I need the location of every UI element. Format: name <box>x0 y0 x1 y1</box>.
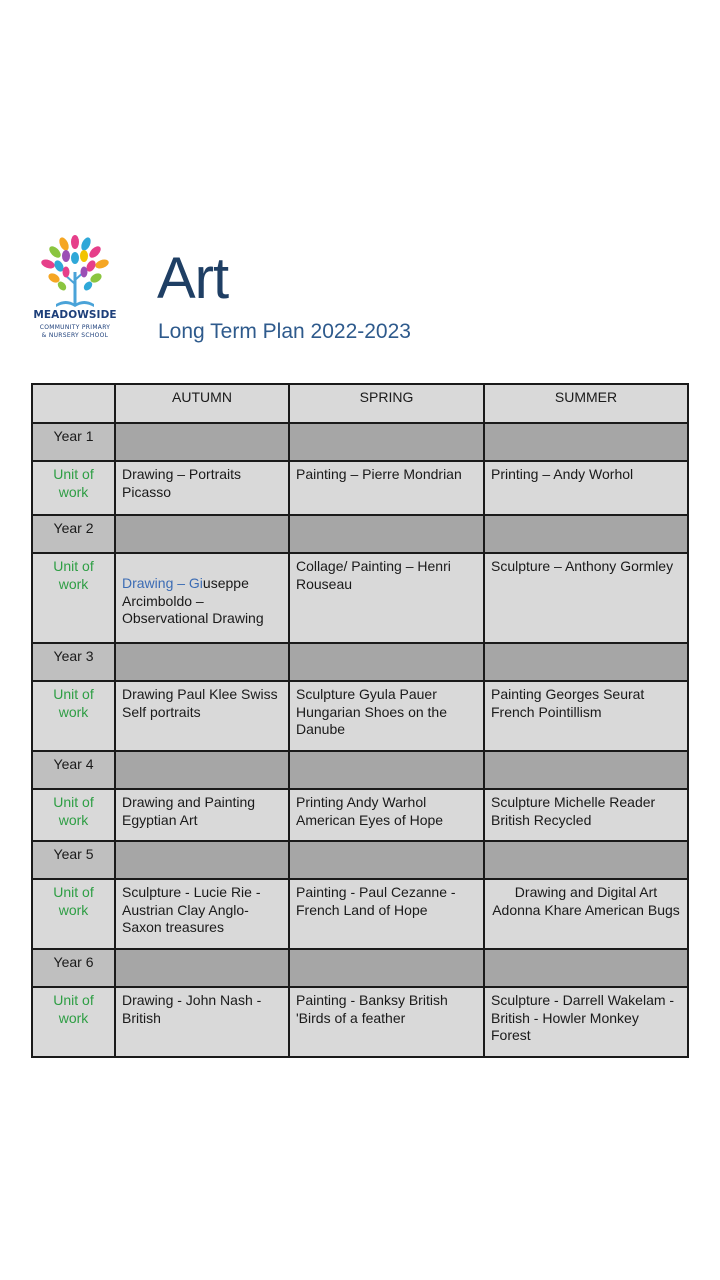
spring-unit: Painting - Banksy British 'Birds of a feather <box>289 987 484 1057</box>
autumn-unit: Drawing and Painting Egyptian Art <box>115 789 289 841</box>
table-header-row <box>32 384 688 423</box>
unit-of-work-label: Unit of work <box>32 879 115 949</box>
unit-of-work-label: Unit of work <box>32 789 115 841</box>
unit-row <box>32 681 688 751</box>
autumn-unit: Drawing - John Nash - British <box>115 987 289 1057</box>
year-row <box>32 423 688 461</box>
unit-of-work-label: Unit of work <box>32 681 115 751</box>
year-label: Year 3 <box>32 643 115 681</box>
school-subtitle-line1: COMMUNITY PRIMARY <box>39 324 111 331</box>
year-label: Year 5 <box>32 841 115 879</box>
column-header-autumn: AUTUMN <box>115 384 289 423</box>
autumn-unit: Drawing Paul Klee Swiss Self portraits <box>115 681 289 751</box>
year-row <box>32 841 688 879</box>
header-empty-cell <box>32 384 115 423</box>
unit-of-work-label: Unit of work <box>32 987 115 1057</box>
year-label: Year 1 <box>32 423 115 461</box>
column-header-spring: SPRING <box>289 384 484 423</box>
unit-row <box>32 461 688 515</box>
school-name: MEADOWSIDE <box>33 309 117 321</box>
autumn-unit <box>115 553 289 643</box>
summer-unit: Sculpture – Anthony Gormley <box>484 553 688 643</box>
spring-unit: Collage/ Painting – Henri Rouseau <box>289 553 484 643</box>
year-row <box>32 643 688 681</box>
column-header-summer: SUMMER <box>484 384 688 423</box>
year-label: Year 4 <box>32 751 115 789</box>
unit-row <box>32 879 688 949</box>
unit-row <box>32 789 688 841</box>
autumn-unit-rest: useppe Arcimboldo – Observational Drawing <box>122 575 264 626</box>
spring-unit: Printing Andy Warhol American Eyes of Hope <box>289 789 484 841</box>
spring-unit: Sculpture Gyula Pauer Hungarian Shoes on the Danube <box>289 681 484 751</box>
summer-unit: Sculpture - Darrell Wakelam -British - Howler Monkey Forest <box>484 987 688 1057</box>
school-logo <box>26 234 124 346</box>
summer-unit: Drawing and Digital Art Adonna Khare American Bugs <box>484 879 688 949</box>
autumn-unit: Drawing – Portraits Picasso <box>115 461 289 515</box>
unit-of-work-label: Unit of work <box>32 461 115 515</box>
spring-unit: Painting – Pierre Mondrian <box>289 461 484 515</box>
school-subtitle-line2: & NURSERY SCHOOL <box>41 332 109 339</box>
year-label: Year 2 <box>32 515 115 553</box>
autumn-unit-highlight: Drawing – Gi <box>122 575 203 591</box>
unit-row <box>32 553 688 643</box>
year-label: Year 6 <box>32 949 115 987</box>
spring-unit: Painting - Paul Cezanne - French Land of Hope <box>289 879 484 949</box>
page-subtitle: Long Term Plan 2022-2023 <box>158 320 411 343</box>
summer-unit: Printing – Andy Worhol <box>484 461 688 515</box>
unit-of-work-label: Unit of work <box>32 553 115 643</box>
summer-unit: Painting Georges Seurat French Pointillism <box>484 681 688 751</box>
year-row <box>32 751 688 789</box>
tree-logo-icon <box>26 234 124 309</box>
unit-row <box>32 987 688 1057</box>
summer-unit: Sculpture Michelle Reader British Recycled <box>484 789 688 841</box>
year-row <box>32 515 688 553</box>
autumn-unit: Sculpture - Lucie Rie - Austrian Clay Anglo-Saxon treasures <box>115 879 289 949</box>
page-title: Art <box>157 246 229 311</box>
year-row <box>32 949 688 987</box>
long-term-plan-table <box>31 383 689 1058</box>
